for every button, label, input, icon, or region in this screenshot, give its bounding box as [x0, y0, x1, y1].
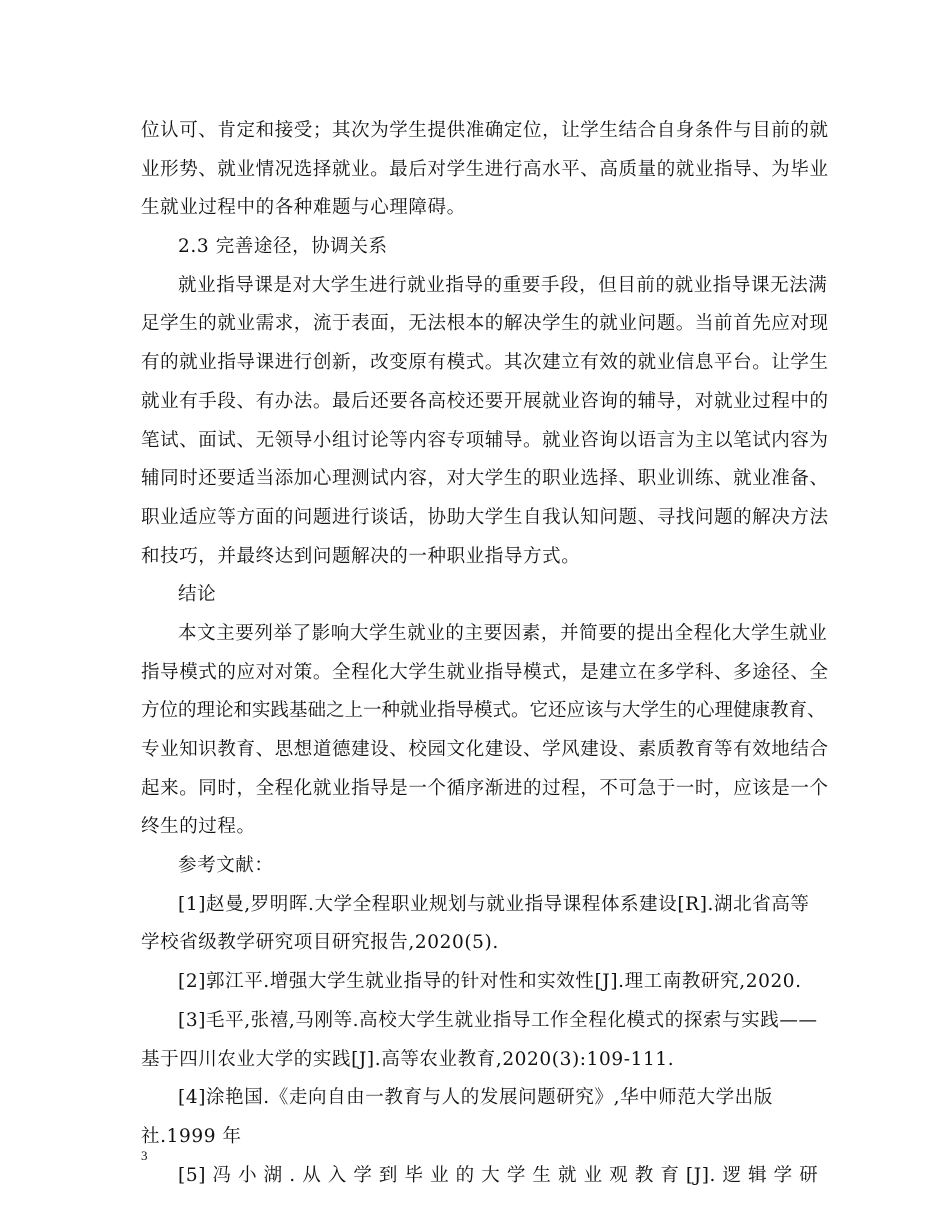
text-line: 本文主要列举了影响大学生就业的主要因素，并简要的提出全程化大学生就业 [178, 622, 828, 644]
text-line: 辅同时还要适当添加心理测试内容，对大学生的职业选择、职业训练、就业准备、 [141, 468, 829, 490]
text-line: 笔试、面试、无领导小组讨论等内容专项辅导。就业咨询以语言为主以笔试内容为 [141, 429, 829, 451]
text-line: 起来。同时，全程化就业指导是一个循序渐进的过程，不可急于一时，应该是一个 [141, 777, 829, 799]
reference-item-continued: 学校省级教学研究项目研究报告,2020(5). [141, 932, 499, 954]
text-line: 生就业过程中的各种难题与心理障碍。 [141, 197, 466, 219]
reference-item: [5] 冯 小 湖 . 从 入 学 到 毕 业 的 大 学 生 就 业 观 教 育 [J]. 逻 辑 学 研 [178, 1164, 819, 1186]
reference-item: [2]郭江平.增强大学生就业指导的针对性和实效性[J].理工南教研究,2020. [178, 971, 802, 993]
text-line: 指导模式的应对对策。全程化大学生就业指导模式，是建立在多学科、多途径、全 [141, 661, 829, 683]
references-heading: 参考文献： [178, 855, 274, 877]
reference-item-continued: 社.1999 年 [141, 1125, 242, 1147]
reference-item-continued: 基于四川农业大学的实践[J].高等农业教育,2020(3):109-111. [141, 1048, 675, 1070]
text-line: 就业有手段、有办法。最后还要各高校还要开展就业咨询的辅导，对就业过程中的 [141, 390, 829, 412]
text-line: 专业知识教育、思想道德建设、校园文化建设、学风建设、素质教育等有效地结合 [141, 739, 829, 760]
text-line: 方位的理论和实践基础之上一种就业指导模式。它还应该与大学生的心理健康教育、 [141, 700, 826, 722]
text-line: 有的就业指导课进行创新，改变原有模式。其次建立有效的就业信息平台。让学生 [141, 352, 829, 374]
text-line: 职业适应等方面的问题进行谈话，协助大学生自我认知问题、寻找问题的解决方法 [141, 506, 829, 528]
text-line: 终生的过程。 [141, 816, 256, 838]
text-line: 位认可、肯定和接受；其次为学生提供准确定位，让学生结合自身条件与目前的就 [141, 120, 829, 141]
text-line: 业形势、就业情况选择就业。最后对学生进行高水平、高质量的就业指导、为毕业 [141, 158, 829, 180]
text-line: 足学生的就业需求，流于表面，无法根本的解决学生的就业问题。当前首先应对现 [141, 313, 829, 335]
conclusion-heading: 结论 [178, 584, 217, 606]
document-body [141, 112, 831, 1195]
section-heading: 2.3 完善途径，协调关系 [178, 236, 388, 258]
reference-item: [3]毛平,张禧,马刚等.高校大学生就业指导工作全程化模式的探索与实践—— [178, 1009, 818, 1031]
reference-item: [1]赵曼,罗明晖.大学全程职业规划与就业指导课程体系建设[R].湖北省高等 [178, 893, 810, 915]
text-line: 和技巧，并最终达到问题解决的一种职业指导方式。 [141, 545, 581, 567]
reference-item: [4]涂艳国.《走向自由一教育与人的发展问题研究》,华中师范大学出版 [178, 1087, 773, 1109]
text-line: 就业指导课是对大学生进行就业指导的重要手段，但目前的就业指导课无法满 [178, 274, 828, 296]
page-number: 3 [141, 1148, 148, 1163]
